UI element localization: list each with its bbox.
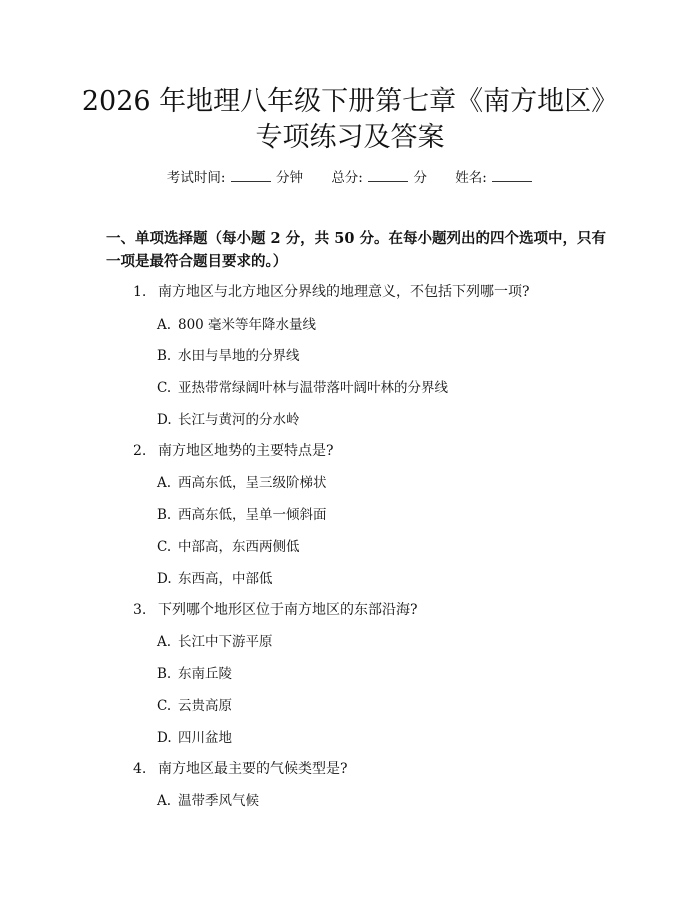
option-text: 800 毫米等年降水量线 [178,317,317,333]
total-score [331,169,427,187]
question-number: 4. [133,761,147,777]
option-text: 水田与旱地的分界线 [178,348,300,364]
student-name [455,169,533,187]
total-score-unit: 分 [413,170,427,186]
option-letter: A. [157,793,172,809]
option-3d [157,728,232,748]
option-letter: A. [157,475,172,491]
question-number: 1. [133,284,147,300]
option-letter: C. [157,380,172,396]
section-heading: 一、单项选择题（每小题 2 分，共 50 分。在每小题列出的四个选项中，只有一项是最符合题目要求的。） [106,230,606,270]
option-letter: A. [157,317,172,333]
option-text: 中部高，东西两侧低 [178,539,300,555]
exam-meta-row [0,169,700,187]
option-3b [157,664,232,684]
exam-time-unit: 分钟 [276,170,304,186]
option-2c [157,537,300,557]
option-text: 西高东低，呈三级阶梯状 [178,475,327,491]
option-letter: B. [157,507,172,523]
option-4a [157,791,259,811]
option-letter: D. [157,730,172,746]
option-1c [157,378,448,398]
question-text: 南方地区最主要的气候类型是? [158,761,348,777]
question-number: 3. [133,602,147,618]
option-2d [157,569,273,589]
option-letter: C. [157,698,172,714]
option-text: 长江中下游平原 [178,634,273,650]
option-text: 云贵高原 [178,698,232,714]
question-text: 下列哪个地形区位于南方地区的东部沿海? [158,602,418,618]
exam-time-blank [231,169,271,182]
option-text: 亚热带常绿阔叶林与温带落叶阔叶林的分界线 [178,380,448,396]
question-1 [133,282,530,302]
page-title: 2026 年地理八年级下册第七章《南方地区》 [81,86,619,117]
question-text: 南方地区地势的主要特点是? [158,443,334,459]
option-text: 西高东低，呈单一倾斜面 [178,507,327,523]
option-1d [157,410,300,430]
question-text: 南方地区与北方地区分界线的地理意义，不包括下列哪一项? [158,284,530,300]
exam-time-label: 考试时间: [166,170,226,186]
option-text: 温带季风气候 [178,793,259,809]
option-letter: D. [157,571,172,587]
exam-time [167,169,303,187]
option-3a [157,632,273,652]
option-text: 东南丘陵 [178,666,232,682]
total-score-label: 总分: [331,170,363,186]
option-2b [157,505,327,525]
option-3c [157,696,232,716]
question-number: 2. [133,443,147,459]
option-letter: B. [157,348,172,364]
option-2a [157,473,327,493]
total-score-blank [368,169,408,182]
student-name-blank [492,169,532,182]
question-3 [133,600,418,620]
option-1b [157,346,300,366]
option-letter: D. [157,412,172,428]
question-4 [133,759,348,779]
option-text: 东西高，中部低 [178,571,273,587]
student-name-label: 姓名: [455,170,487,186]
question-2 [133,441,334,461]
option-text: 四川盆地 [178,730,232,746]
option-letter: A. [157,634,172,650]
option-letter: B. [157,666,172,682]
option-1a [157,315,316,335]
option-text: 长江与黄河的分水岭 [178,412,300,428]
option-letter: C. [157,539,172,555]
page-subtitle: 专项练习及答案 [255,122,445,153]
